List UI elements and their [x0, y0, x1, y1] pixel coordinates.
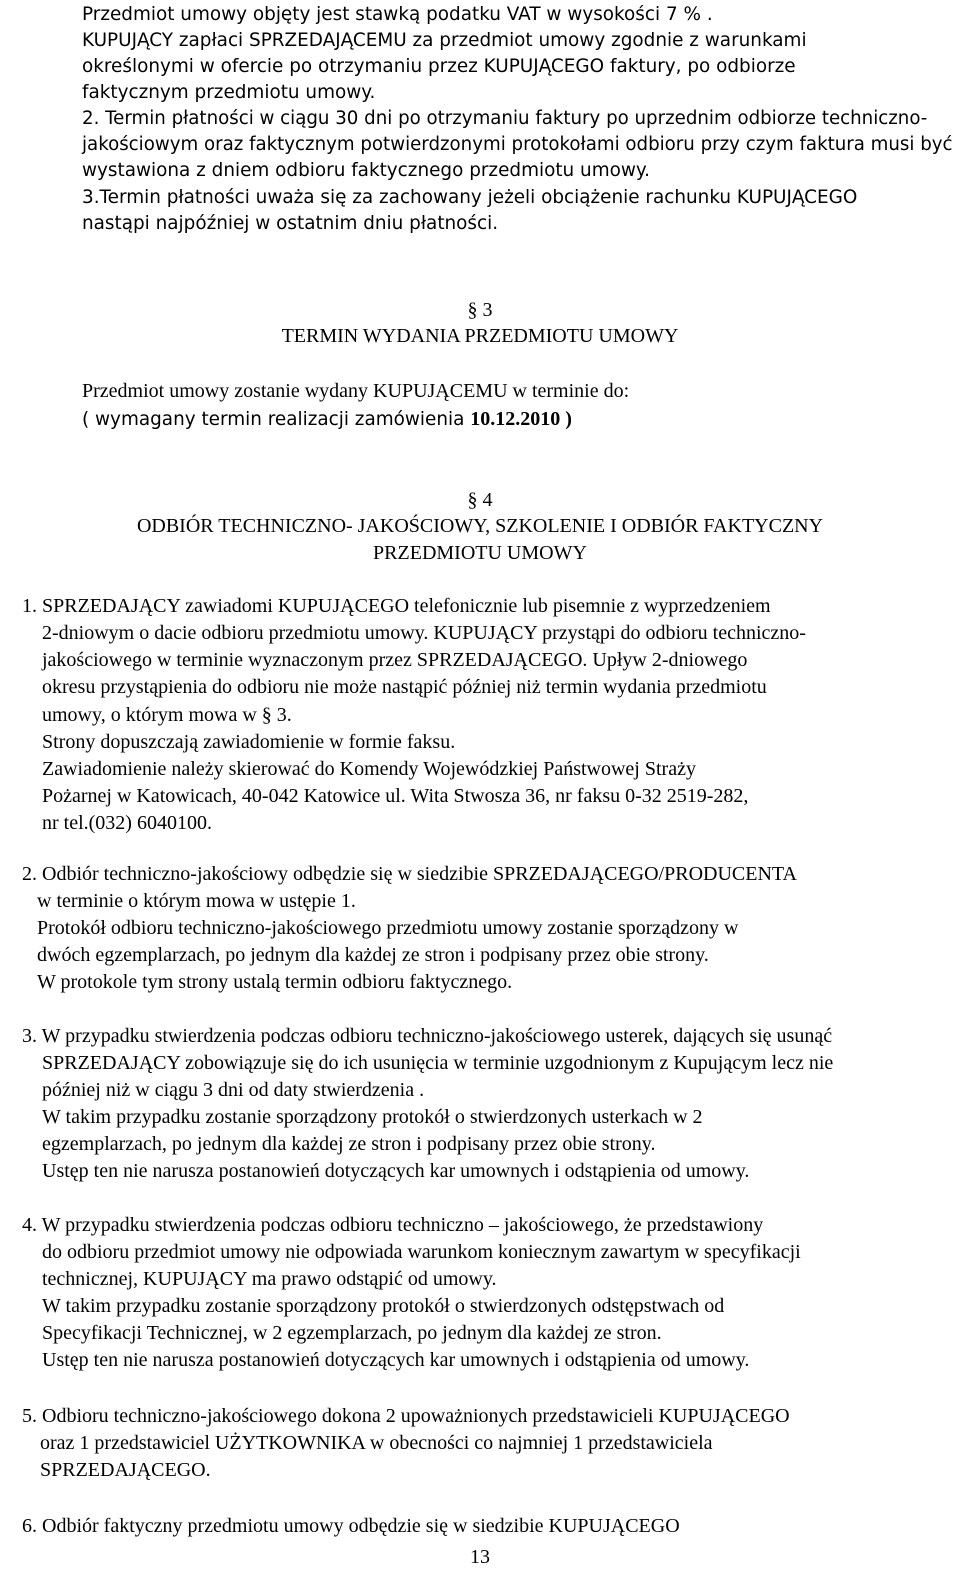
section-3-deadline-line [82, 409, 572, 429]
item-4-line-1: 4. W przypadku stwierdzenia podczas odbioru techniczno – jakościowego, że przedstawiony [22, 1214, 764, 1236]
item-2-line-1: 2. Odbiór techniczno-jakościowy odbędzie się w siedzibie SPRZEDAJĄCEGO/PRODUCENTA [22, 863, 797, 885]
vat-clause: Przedmiot umowy objęty jest stawką podatku VAT w wysokości 7 % . [82, 4, 713, 25]
section-4-heading [0, 490, 960, 510]
deadline-label: ( wymagany termin realizacji zamówienia [82, 409, 471, 430]
item-4-line-2: do odbioru przedmiot umowy nie odpowiada warunkom koniecznym zawartym w specyfikacji [42, 1241, 801, 1263]
section-3-delivery-line: Przedmiot umowy zostanie wydany KUPUJĄCEMU w terminie do: [82, 380, 630, 402]
item-3-line-6: Ustęp ten nie narusza postanowień dotyczących kar umownych i odstąpienia od umowy. [42, 1160, 750, 1182]
item-5-line-1: 5. Odbioru techniczno-jakościowego dokona 2 upoważnionych przedstawicieli KUPUJĄCEGO [22, 1405, 790, 1427]
item-3-line-3: później niż w ciągu 3 dni od daty stwierdzenia . [42, 1079, 425, 1101]
item-2-line-2: w terminie o którym mowa w ustępie 1. [37, 890, 356, 912]
page-number: 13 [470, 1546, 490, 1568]
item-1-line-8: Pożarnej w Katowicach, 40-042 Katowice ul. Wita Stwosza 36, nr faksu 0-32 2519-282, [42, 785, 749, 807]
item-4-line-4: W takim przypadku zostanie sporządzony protokół o stwierdzonych odstępstwach od [42, 1295, 725, 1317]
item-4-line-6: Ustęp ten nie narusza postanowień dotyczących kar umownych i odstąpienia od umowy. [42, 1349, 750, 1371]
item-1-line-5: umowy, o którym mowa w § 3. [42, 704, 292, 726]
payment-clause-2-line-2: jakościowym oraz faktycznym potwierdzonymi protokołami odbioru przy czym faktura musi być [82, 134, 953, 155]
item-1-line-7: Zawiadomienie należy skierować do Komendy Wojewódzkiej Państwowej Straży [42, 758, 696, 780]
item-3-line-2: SPRZEDAJĄCY zobowiązuje się do ich usunięcia w terminie uzgodnionym z Kupującym lecz nie [42, 1052, 834, 1074]
item-1-line-4: okresu przystąpienia do odbioru nie może nastąpić później niż termin wydania przedmiotu [42, 676, 767, 698]
item-6-line-1: 6. Odbiór faktyczny przedmiotu umowy odbędzie się w siedzibie KUPUJĄCEGO [22, 1515, 680, 1537]
item-2-line-3: Protokół odbioru techniczno-jakościowego przedmiotu umowy zostanie sporządzony w [37, 917, 739, 939]
deadline-suffix: ) [560, 408, 572, 430]
payment-clause-1-line-2: określonymi w ofercie po otrzymaniu przez KUPUJĄCEGO faktury, po odbiorze [82, 56, 796, 77]
item-1-line-2: 2-dniowym o dacie odbioru przedmiotu umowy. KUPUJĄCY przystąpi do odbioru techniczno- [42, 622, 806, 644]
item-5-line-2: oraz 1 przedstawiciel UŻYTKOWNIKA w obecności co najmniej 1 przedstawiciela [40, 1432, 713, 1454]
payment-clause-3-line-1: 3.Termin płatności uważa się za zachowany jeżeli obciążenie rachunku KUPUJĄCEGO [82, 187, 858, 208]
section-3-heading [0, 300, 960, 320]
item-1-line-6: Strony dopuszczają zawiadomienie w formie faksu. [42, 731, 456, 753]
item-1-line-9: nr tel.(032) 6040100. [42, 812, 212, 834]
item-4-line-5: Specyfikacji Technicznej, w 2 egzemplarzach, po jednym dla każdej ze stron. [42, 1322, 662, 1344]
item-3-line-5: egzemplarzach, po jednym dla każdej ze stron i podpisany przez obie strony. [42, 1133, 656, 1155]
item-1-line-1: 1. SPRZEDAJĄCY zawiadomi KUPUJĄCEGO telefonicznie lub pisemnie z wyprzedzeniem [22, 595, 771, 617]
item-1-line-3: jakościowego w terminie wyznaczonym przez SPRZEDAJĄCEGO. Upływ 2-dniowego [42, 649, 748, 671]
item-3-line-4: W takim przypadku zostanie sporządzony protokół o stwierdzonych usterkach w 2 [42, 1106, 703, 1128]
section-4-title-line-2: PRZEDMIOTU UMOWY [373, 542, 587, 564]
item-2-line-5: W protokole tym strony ustalą termin odbioru faktycznego. [37, 971, 513, 993]
payment-clause-2-line-1: 2. Termin płatności w ciągu 30 dni po otrzymaniu faktury po uprzednim odbiorze techniczno- [82, 108, 928, 129]
section-3-title: TERMIN WYDANIA PRZEDMIOTU UMOWY [281, 325, 679, 347]
section-4-number: 4 [482, 489, 493, 511]
payment-clause-2-line-3: wystawiona z dniem odbioru faktycznego przedmiotu umowy. [82, 160, 651, 181]
item-5-line-3: SPRZEDAJĄCEGO. [40, 1459, 211, 1481]
deadline-date: 10.12.2010 [470, 408, 561, 430]
paragraph-sign-icon: § [467, 299, 478, 321]
payment-clause-3-line-2: nastąpi najpóźniej w ostatnim dniu płatności. [82, 213, 499, 234]
section-4-title-line-1: ODBIÓR TECHNICZNO- JAKOŚCIOWY, SZKOLENIE I ODBIÓR FAKTYCZNY [136, 515, 824, 537]
item-2-line-4: dwóch egzemplarzach, po jednym dla każdej ze stron i podpisany przez obie strony. [37, 944, 709, 966]
item-4-line-3: technicznej, KUPUJĄCY ma prawo odstąpić od umowy. [42, 1268, 497, 1290]
paragraph-sign-icon: § [467, 489, 478, 511]
item-3-line-1: 3. W przypadku stwierdzenia podczas odbioru techniczno-jakościowego usterek, dających się usunąć [22, 1025, 833, 1047]
payment-clause-1-line-1: KUPUJĄCY zapłaci SPRZEDAJĄCEMU za przedmiot umowy zgodnie z warunkami [82, 30, 807, 51]
section-3-number: 3 [482, 299, 493, 321]
payment-clause-1-line-3: faktycznym przedmiotu umowy. [82, 82, 376, 103]
